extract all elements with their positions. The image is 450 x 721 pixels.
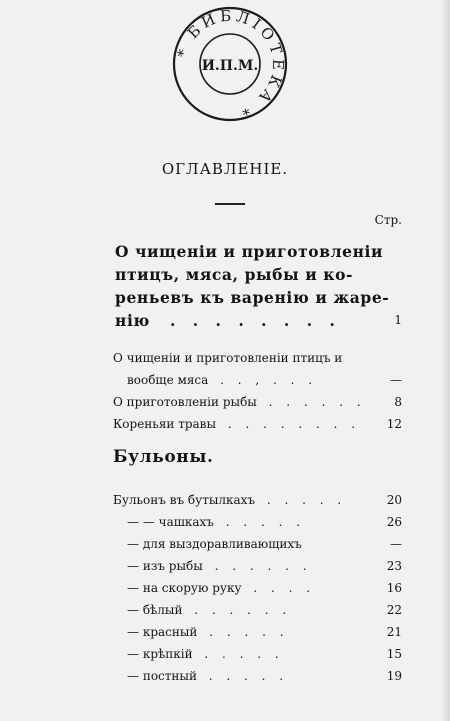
page-number: 21 (386, 625, 402, 639)
toc-entry (113, 534, 402, 554)
entry-text: Кореньяи травы (113, 417, 216, 431)
dot-leader: . . . . . (208, 669, 289, 683)
dot-leader: . . , . . . (220, 373, 318, 387)
section2-heading: Бульоны. (113, 447, 214, 467)
entry-text: — постный (127, 669, 197, 683)
toc-entry (113, 622, 402, 642)
dot-leader: . . . . . . . . (227, 417, 361, 431)
page-number: 8 (394, 395, 402, 409)
entry-text: — крѣпкій (127, 647, 193, 661)
page-number: — (390, 373, 402, 387)
page-number: 20 (386, 493, 402, 507)
page-title: ОГЛАВЛЕНІЕ. (161, 160, 289, 178)
section1-line: реньевъ къ варенію и жаре- (115, 288, 390, 307)
dot-leader: . . . . . . (214, 559, 312, 573)
svg-text:* БИБЛІОТЕКА *: * БИБЛІОТЕКА * (173, 6, 288, 121)
toc-entry (113, 512, 402, 532)
entry-text: — для выздоравливающихъ (127, 537, 302, 551)
toc-entry (113, 644, 402, 664)
dot-leader: . . . . (253, 581, 316, 595)
entry-text: — бѣлый (127, 603, 183, 617)
dot-leader: . . . . . (204, 647, 284, 661)
section1-page-row (113, 310, 402, 330)
dot-leader: . . . . . (209, 625, 289, 639)
dot-leader: . . . . . . (194, 603, 292, 617)
section1-line: нію . . . . . . . . (115, 311, 341, 330)
page-number: 1 (394, 313, 402, 327)
page-number: 19 (386, 669, 402, 683)
entry-text: Бульонъ въ бутылкахъ (113, 493, 256, 507)
toc-entry (113, 348, 402, 368)
page-spine-shadow (440, 0, 450, 721)
entry-text: — — чашкахъ (127, 515, 214, 529)
entry-text: — изъ рыбы (127, 559, 203, 573)
title-rule (215, 203, 245, 205)
toc-entry (113, 666, 402, 686)
page-number: 16 (386, 581, 402, 595)
section1-line: птицъ, мяса, рыбы и ко- (115, 265, 354, 284)
toc-entry (113, 414, 402, 434)
page-number: 26 (386, 515, 402, 529)
entry-text: О чищеніи и приготовленіи птицъ и (113, 351, 343, 365)
dot-leader: . . . . . (225, 515, 306, 529)
svg-text:И.П.М.: И.П.М. (201, 58, 259, 74)
library-stamp (170, 4, 290, 124)
page-number: 23 (386, 559, 402, 573)
section1-line: О чищеніи и приготовленіи (115, 242, 384, 261)
page-number: 12 (386, 417, 402, 431)
entry-text: вообще мяса (127, 373, 209, 387)
page-number: — (390, 537, 402, 551)
dot-leader: . . . . . (266, 493, 347, 507)
toc-entry (113, 392, 402, 412)
toc-entry (113, 600, 402, 620)
toc-entry (113, 578, 402, 598)
page-column-label: Стр. (374, 213, 402, 227)
dot-leader: . . . . . . . . (169, 311, 341, 330)
page-number: 22 (386, 603, 402, 617)
toc-entry (113, 490, 402, 510)
entry-text: — красный (127, 625, 198, 639)
toc-entry (113, 370, 402, 390)
toc-entry (113, 556, 402, 576)
dot-leader: . . . . . . (268, 395, 366, 409)
page-number: 15 (386, 647, 402, 661)
entry-text: — на скорую руку (127, 581, 242, 595)
entry-text: О приготовленіи рыбы (113, 395, 257, 409)
